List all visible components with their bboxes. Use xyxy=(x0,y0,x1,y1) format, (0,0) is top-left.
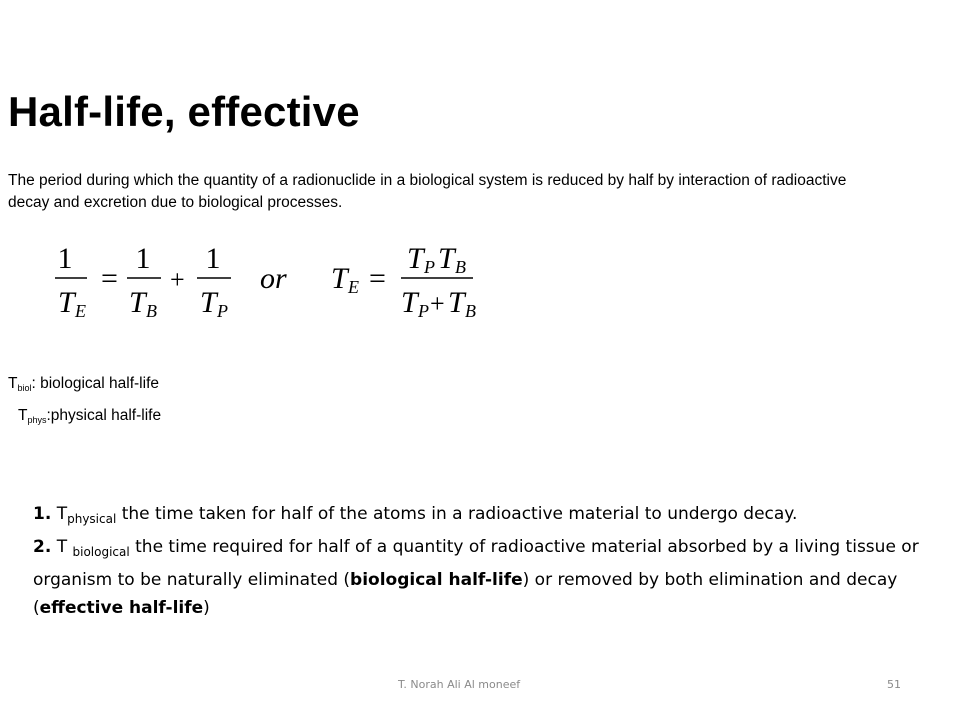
eq1-num-mid: 1 xyxy=(135,242,151,275)
half-life-equation xyxy=(55,236,485,326)
eq1-den-right-sub: P xyxy=(217,301,228,321)
item-bold-effective: effective half-life xyxy=(39,598,204,618)
eq2-num-a: T xyxy=(407,242,424,275)
eq2-den-b: T xyxy=(448,286,465,319)
eq2-num-b: T xyxy=(438,242,455,275)
eq1-num-right: 1 xyxy=(205,242,221,275)
definitions-list xyxy=(33,500,938,622)
eq2-num-b-sub: B xyxy=(455,257,466,277)
item-term-main: T xyxy=(56,504,68,524)
symbol-biol-sub: biol xyxy=(17,383,32,393)
eq1-plus: + xyxy=(170,265,185,294)
item-text-a: the time required for half of a quantity of radioactive material absorbed by a living tissue or organism to be naturally eliminated ( xyxy=(33,537,919,590)
item-bold-biological: biological half-life xyxy=(350,570,523,590)
symbol-biol-text: : biological half-life xyxy=(31,375,159,392)
eq2-den-a: T xyxy=(401,286,418,319)
eq1-den-right: T xyxy=(200,286,217,319)
eq1-equals: = xyxy=(101,262,118,295)
symbol-biol xyxy=(8,375,159,393)
eq2-den-a-sub: P xyxy=(418,301,429,321)
eq2-den-plus: + xyxy=(430,289,445,318)
footer-author: T. Norah Ali Al moneef xyxy=(398,678,521,691)
symbol-phys-text: :physical half-life xyxy=(46,407,162,424)
eq1-den-mid-sub: B xyxy=(146,301,157,321)
definition-item-physical xyxy=(33,500,938,533)
eq2-den-b-sub: B xyxy=(465,301,476,321)
eq1-den-left: T xyxy=(58,286,75,319)
eq2-equals: = xyxy=(369,262,386,295)
eq2-lhs-sub: E xyxy=(348,277,359,297)
eq2-num-a-sub: P xyxy=(424,257,435,277)
eq1-num-left: 1 xyxy=(57,242,73,275)
eq1-den-mid: T xyxy=(129,286,146,319)
item-text-c: ) xyxy=(203,598,210,618)
symbol-phys xyxy=(18,407,161,425)
item-term-main: T xyxy=(56,537,68,557)
item-number: 2. xyxy=(33,537,52,557)
definition-text: The period during which the quantity of a radionuclide in a biological system is reduced by half by interaction of radioactive decay and excretion due to biological processes. xyxy=(8,172,847,211)
item-term-sub: biological xyxy=(72,545,130,559)
slide-title: Half-life, effective xyxy=(8,88,360,135)
item-term-sub: physical xyxy=(67,512,117,526)
definition-item-biological xyxy=(33,533,938,622)
eq1-den-left-sub: E xyxy=(75,301,86,321)
item-text: the time taken for half of the atoms in a radioactive material to undergo decay. xyxy=(116,504,798,524)
or-text: or xyxy=(260,262,287,295)
eq2-lhs: T xyxy=(331,262,348,295)
footer-page-number: 51 xyxy=(887,678,901,691)
item-text-b: ) or removed by both elimination and decay ( xyxy=(33,570,898,618)
symbol-phys-main: T xyxy=(18,407,28,424)
symbol-phys-sub: phys xyxy=(27,415,47,425)
symbol-biol-main: T xyxy=(8,375,18,392)
item-number: 1. xyxy=(33,504,52,524)
